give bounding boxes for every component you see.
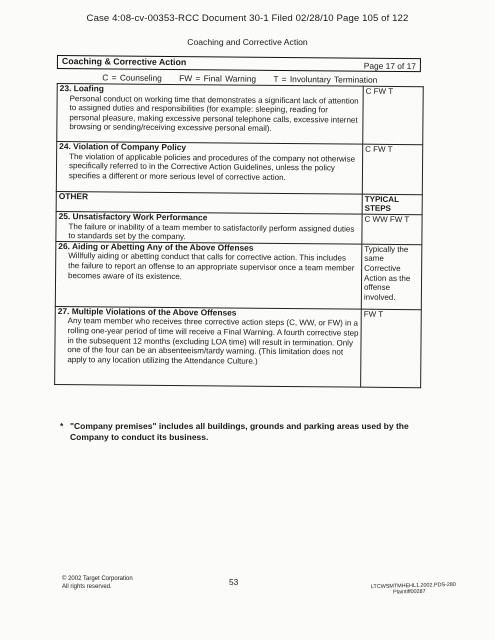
bates-code: LTCWSMTMHEHL1.2002.PDS-280: [370, 581, 456, 591]
other-section-label: OTHER: [56, 191, 362, 214]
page-number: 53: [229, 577, 239, 587]
footnote-text: "Company premises" includes all buildings, grounds and parking areas used by the Company to conduct its business.: [70, 421, 409, 442]
corrective-action-table: [54, 83, 424, 388]
footnote-marker: *: [60, 421, 64, 431]
offense-description: Any team member who receives three corrective action steps (C, WW, or FW) in a rolling one-year period of time will receive a Final Warning. A fourth corrective step in the subsequent 12 months (excluding LOA time) will result in termination. Only one of the four can be an absenteeism/tardy warning. (This limitation does not apply to any location utilizing the Attendance Culture.): [67, 316, 359, 366]
copyright-line: © 2002 Target Corporation: [62, 576, 133, 582]
legend-counseling: C = Counseling: [102, 72, 162, 83]
steps-cell: C FW T: [362, 144, 422, 195]
offense-cell: [55, 306, 362, 387]
offense-description: The failure or inability of a team member to satisfactorily perform assigned duties to standards set by the company.: [68, 221, 355, 242]
section-title: Coaching & Corrective Action: [61, 56, 187, 68]
table-row: [55, 241, 422, 309]
section-title-bar: [57, 55, 421, 72]
legend-termination: T = Involuntary Termination: [273, 73, 378, 85]
premises-footnote: [60, 421, 440, 443]
offense-title: 24. Violation of Company Policy: [59, 141, 187, 153]
offense-description: The violation of applicable policies and procedures of the company not otherwise specifically referred to in the Corrective Action Guidelines, unless the policy specifies a different or more serious level of corrective action.: [68, 151, 356, 182]
offense-cell: [55, 241, 362, 309]
steps-cell: Typically the same Corrective Action as the offense involved.: [361, 244, 422, 310]
rights-line: All rights reserved.: [62, 583, 112, 590]
offense-description: Personal conduct on working time that demonstrates a significant lack of attention to assigned duties and responsibilities (for example: sleeping, reading for personal pleasure, making excessive personal telephone calls, excessive internet browsing or sending/receiving excessive personal email).: [69, 93, 359, 134]
guidelines-page-frame: [54, 55, 423, 417]
steps-cell: C FW T: [363, 86, 424, 145]
offense-cell: [56, 211, 362, 243]
bates-plaintiff-number: Plaintiff00287: [393, 588, 426, 596]
table-row: [55, 306, 422, 387]
section-page-indicator: Page 17 of 17: [363, 60, 416, 72]
table-row: [57, 84, 423, 145]
offense-description: Willfully aiding or abetting conduct that calls for corrective action. This includes the failure to report an offense to an appropriate supervisor once a team member becomes aware of its existence.: [68, 251, 355, 281]
steps-cell: C WW FW T: [362, 214, 422, 244]
legend-final-warning: FW = Final Warning: [179, 73, 257, 84]
offense-title: 27. Multiple Violations of the Above Offenses: [57, 305, 237, 318]
document-title: Coaching and Corrective Action: [187, 37, 308, 47]
copyright-notice: [62, 576, 133, 591]
case-header: Case 4:08-cv-00353-RCC Document 30-1 Filed 02/28/10 Page 105 of 122: [86, 13, 409, 24]
offense-title: 23. Loafing: [59, 83, 104, 94]
offense-cell: [56, 142, 362, 195]
table-row: [56, 142, 422, 195]
steps-cell: FW T: [361, 309, 422, 388]
offense-title: 26. Aiding or Abetting Any of the Above Offenses: [58, 240, 254, 253]
offense-title: 25. Unsatisfactory Work Performance: [58, 211, 208, 223]
bates-stamp: [371, 582, 456, 596]
table-row: [56, 211, 422, 244]
typical-steps-header: TYPICAL STEPS: [362, 194, 422, 215]
offense-cell: [57, 84, 363, 145]
